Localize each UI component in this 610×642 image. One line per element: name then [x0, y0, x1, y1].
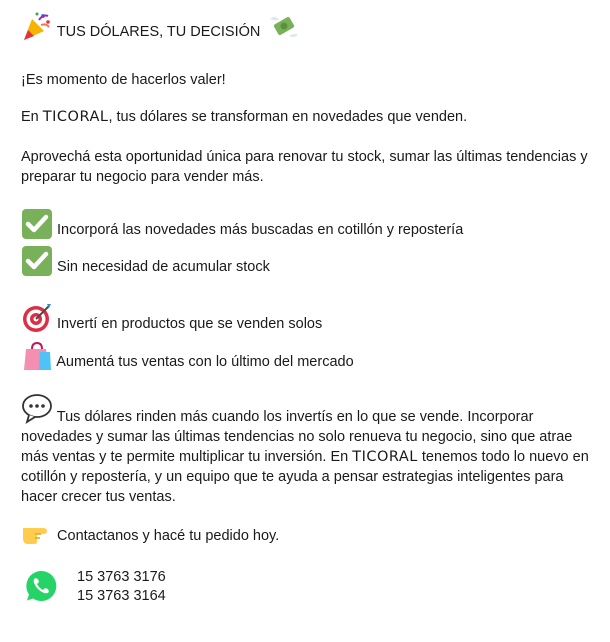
target-item [21, 302, 322, 334]
check-mark-icon [21, 245, 53, 277]
intro-paragraph: Aprovechá esta oportunidad única para renovar tu stock, sumar las últimas tendencias y preparar tu negocio para vender más. [21, 149, 588, 185]
check-item-1 [21, 208, 463, 240]
check-item-2 [21, 245, 270, 277]
title-line [21, 10, 300, 42]
target-icon [21, 302, 53, 334]
cta-text: Contactanos y hacé tu pedido hoy. [57, 528, 280, 544]
bag-item [21, 340, 354, 372]
body-text-part1: Tus dólares rinden más cuando los invertís en lo que se vende. Incorporar novedades y sumar las últimas tendencias no solo renueva tu negocio, sino que atrae más ventas y te permite multiplicar tu inversión. En [21, 409, 573, 465]
target-item-text: Invertí en productos que se venden solos [57, 316, 323, 332]
body-paragraph [21, 393, 596, 507]
brand-line-suffix: , tus dólares se transforman en novedades que venden. [108, 109, 468, 125]
brand-sentence [21, 109, 467, 125]
phone-number: 15 3763 3164 [77, 588, 166, 604]
speech-bubble-icon [21, 393, 53, 425]
bag-item-text: Aumentá tus ventas con lo último del mercado [56, 354, 354, 370]
check-mark-icon [21, 208, 53, 240]
phone-list [77, 568, 166, 606]
page-title: TUS DÓLARES, TU DECISIÓN [56, 24, 261, 40]
party-popper-icon [21, 10, 53, 42]
pointing-hand-icon [21, 514, 53, 546]
cta-line [21, 514, 279, 546]
check-item-text: Incorporá las novedades más buscadas en cotillón y repostería [57, 222, 464, 238]
shopping-bag-icon [21, 340, 53, 372]
ticoral-logo: TICORAL [42, 109, 109, 125]
brand-line-prefix: En [21, 109, 39, 125]
body-text-part2: tenemos todo lo nuevo en cotillón y repostería, y un equipo que te ayuda a pensar estrategias inteligentes para hacer crecer tus ventas. [21, 449, 589, 505]
whatsapp-icon [23, 568, 59, 604]
money-wings-icon [268, 10, 300, 42]
ticoral-logo: TICORAL [352, 449, 418, 465]
phone-number: 15 3763 3176 [77, 569, 166, 585]
intro-text: ¡Es momento de hacerlos valer! [21, 72, 226, 88]
check-item-text: Sin necesidad de acumular stock [57, 259, 270, 275]
